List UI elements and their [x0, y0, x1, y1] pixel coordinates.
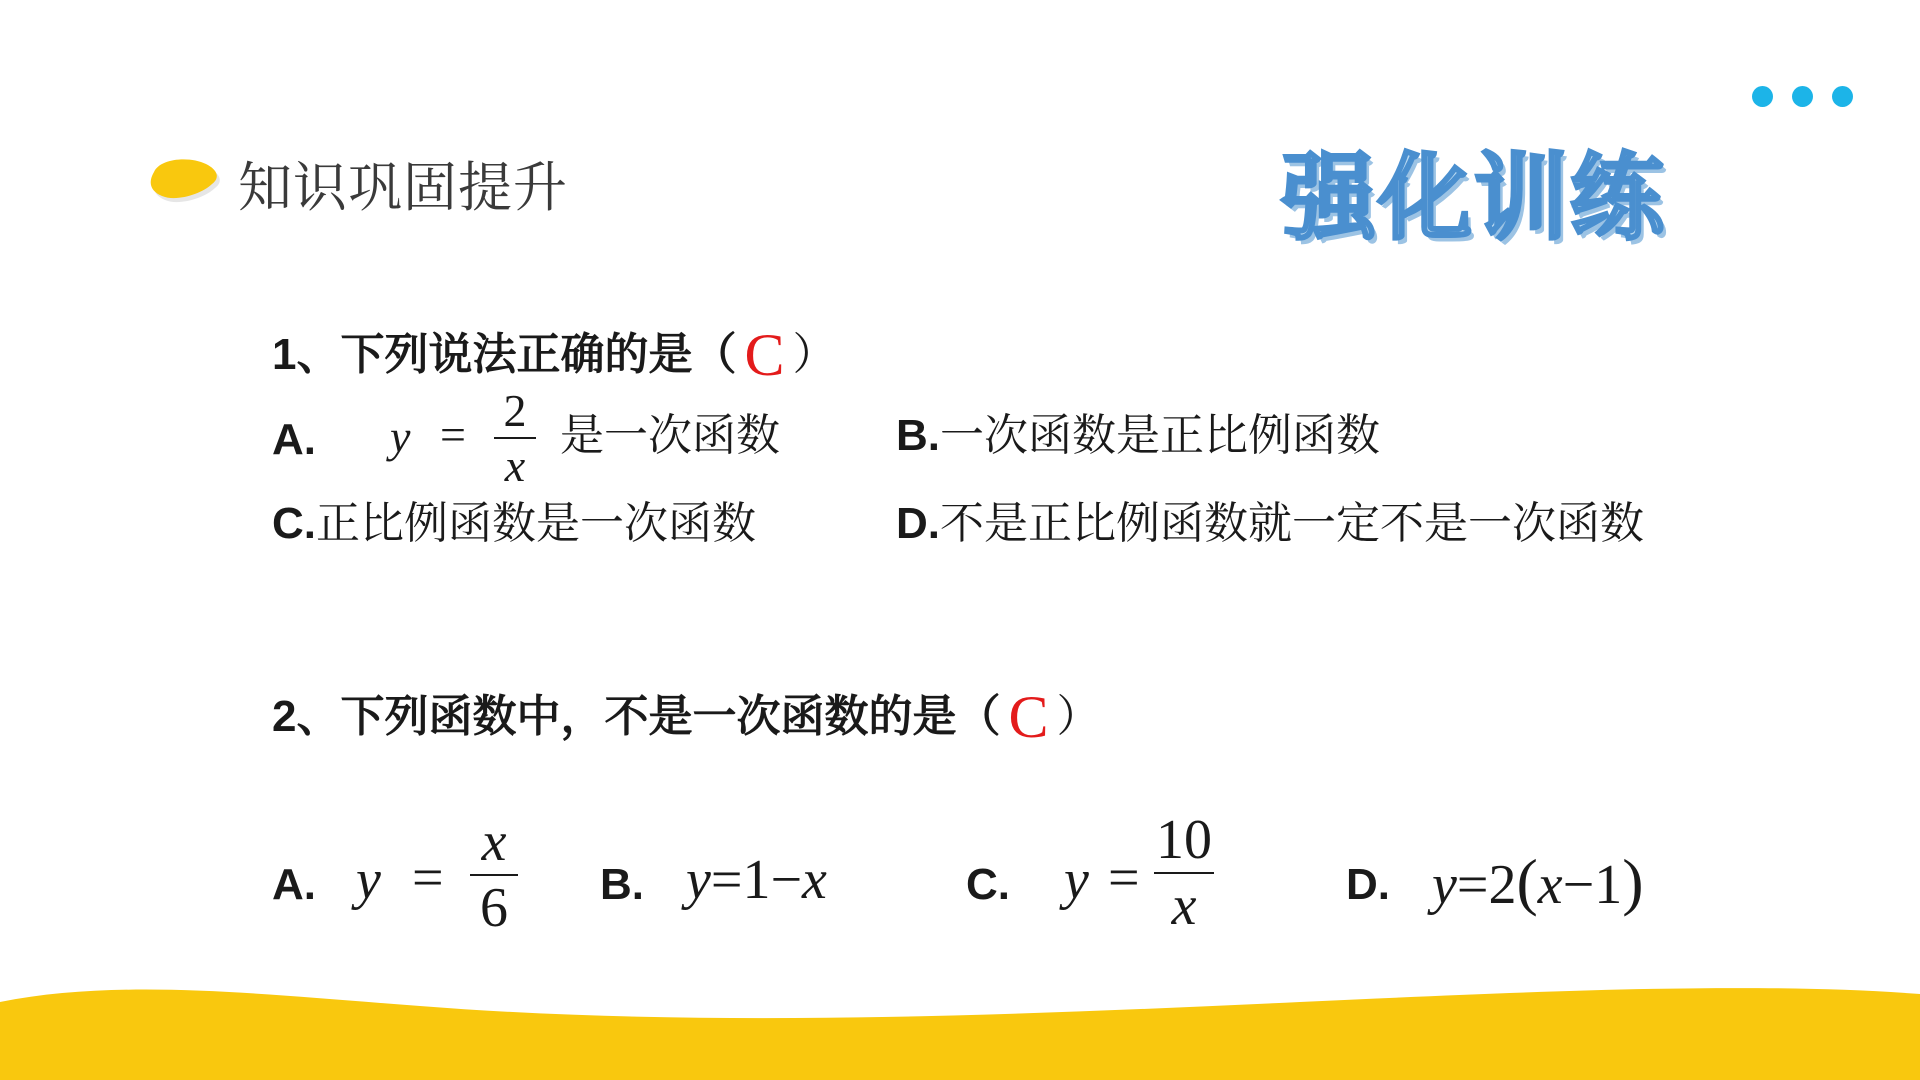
q2-answer: C: [1008, 684, 1049, 750]
section-title: 知识巩固提升: [238, 156, 568, 219]
q2-option-d-minus: −: [1562, 854, 1595, 916]
q2-option-a-fraction: [470, 810, 518, 940]
q2-option-d-open-paren: (: [1516, 846, 1538, 917]
q2-option-b-minus: −: [770, 849, 803, 911]
q1-stem: [272, 322, 837, 388]
q1-stem-suffix: ）: [792, 329, 837, 380]
q1-option-d: [896, 498, 1644, 549]
yellow-wave-decoration: [0, 980, 1920, 1080]
q1-stem-prefix: 1、下列说法正确的是（: [272, 330, 737, 379]
q2-option-a-y: y: [356, 849, 381, 911]
q1-option-a-denominator: x: [504, 440, 526, 491]
q1-option-a-text: 是一次函数: [560, 410, 780, 461]
q2-stem: [272, 684, 1101, 750]
q2-option-c-denominator: x: [1171, 875, 1197, 937]
q2-option-d-coef: 2: [1488, 854, 1517, 916]
q1-option-a-eq: =: [440, 409, 466, 460]
q1-option-a-label: A.: [272, 415, 316, 464]
q2-option-d-eq: =: [1456, 854, 1489, 916]
q2-option-a-eq: =: [412, 847, 444, 909]
q2-option-c-fraction: [1154, 808, 1214, 938]
q2-option-a-denominator: 6: [480, 877, 508, 939]
q2-option-b-label: B.: [600, 860, 644, 909]
q1-option-b-text: 一次函数是正比例函数: [940, 410, 1380, 461]
q2-option-c-eq: =: [1108, 847, 1140, 909]
q1-option-c-text: 正比例函数是一次函数: [316, 498, 756, 549]
q2-stem-suffix: ）: [1056, 691, 1101, 742]
q2-option-c-numerator: 10: [1156, 809, 1212, 871]
q1-option-b-label: B.: [896, 411, 940, 460]
q1-option-d-label: D.: [896, 499, 940, 548]
yellow-blob-icon: [146, 154, 222, 206]
q2-option-b-math: [686, 849, 827, 911]
q1-option-a-fraction: [494, 384, 536, 492]
q1-option-b: [896, 410, 1380, 461]
q2-option-d-x: x: [1537, 854, 1563, 916]
q2-option-d-math: [1432, 846, 1644, 917]
q1-option-c: [272, 498, 756, 549]
q2-option-d-y: y: [1432, 854, 1457, 916]
q2-option-b-y: y: [686, 849, 711, 911]
q2-option-a-label: A.: [272, 860, 316, 909]
q1-option-a-numerator: 2: [503, 385, 527, 436]
q1-answer: C: [744, 322, 785, 388]
q2-option-b-x: x: [802, 849, 827, 911]
q1-option-d-text: 不是正比例函数就一定不是一次函数: [940, 498, 1644, 549]
q2-option-c-label: C.: [966, 860, 1010, 909]
q2-stem-prefix: 2、下列函数中，不是一次函数的是（: [272, 692, 1001, 741]
dot-icon: [1832, 86, 1853, 107]
decorative-dots: [1752, 86, 1853, 107]
q1-option-c-label: C.: [272, 499, 316, 548]
dot-icon: [1752, 86, 1773, 107]
q2-option-d-close-paren: ): [1622, 846, 1644, 917]
title-art: 强化训练: [1282, 144, 1667, 253]
q2-option-d-one: 1: [1594, 854, 1623, 916]
dot-icon: [1792, 86, 1813, 107]
q2-option-a-numerator: x: [481, 811, 507, 873]
q2-option-d-label: D.: [1346, 860, 1390, 909]
q2-option-c-y: y: [1064, 849, 1089, 911]
q2-option-b-one: 1: [742, 849, 771, 911]
q2-option-b-eq: =: [710, 849, 743, 911]
q1-option-a-y: y: [390, 411, 411, 462]
